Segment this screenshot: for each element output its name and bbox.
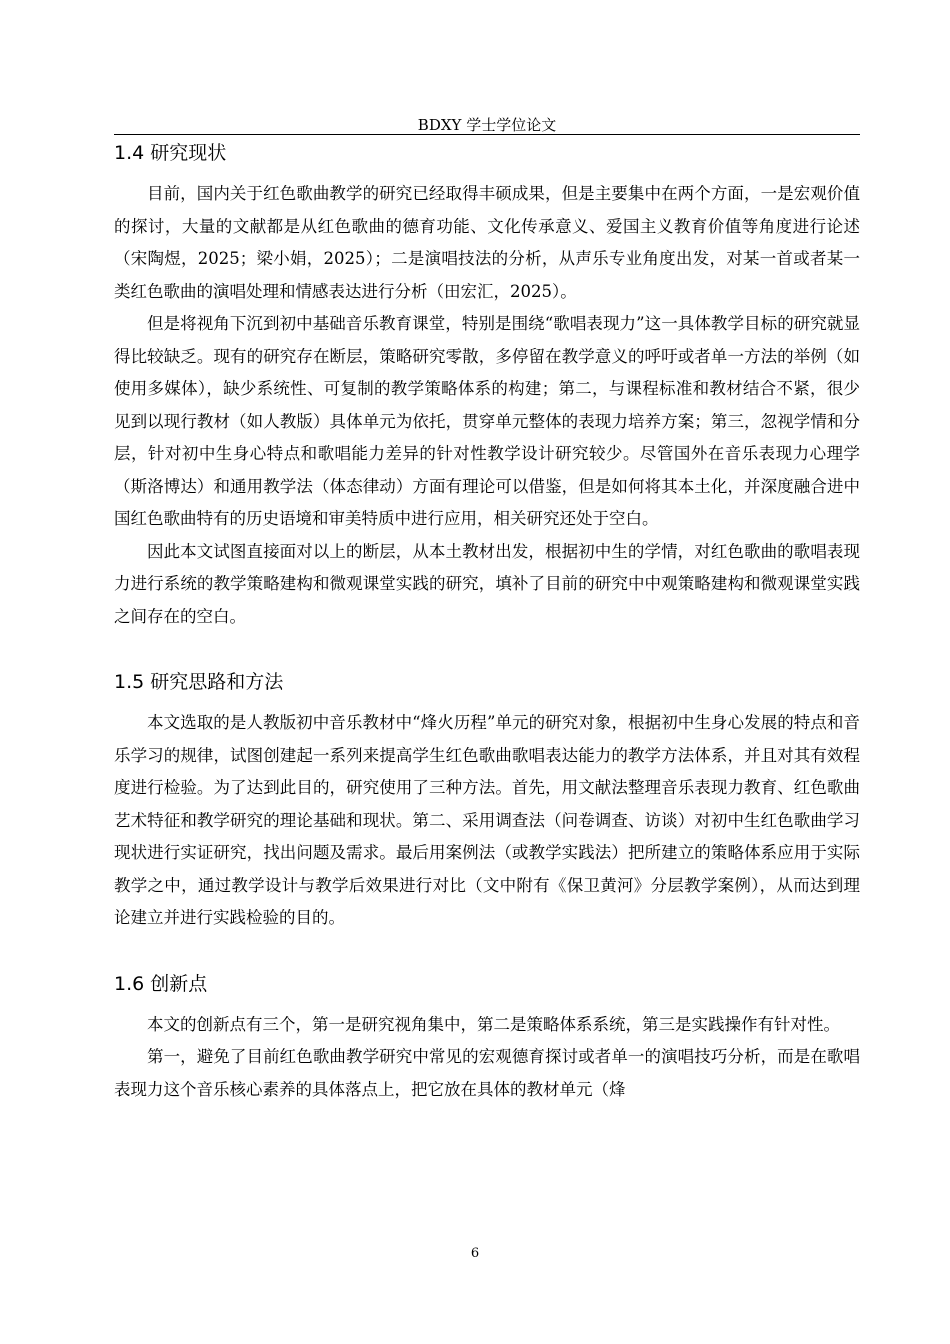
section-1-5 [114, 665, 860, 935]
paragraph: 第一，避免了目前红色歌曲教学研究中常见的宏观德育探讨或者单一的演唱技巧分析，而是在歌唱表现力这个音乐核心素养的具体落点上，把它放在具体的教材单元（烽 [114, 1047, 860, 1099]
section-heading: 1.4 研究现状 [114, 142, 227, 164]
section-heading: 1.6 创新点 [114, 972, 208, 995]
section-heading: 1.5 研究思路和方法 [114, 671, 284, 693]
page-content [114, 136, 860, 1106]
header-rule [114, 134, 860, 135]
running-header: BDXY 学士学位论文 [417, 116, 557, 134]
section-1-4 [114, 136, 860, 633]
paragraph: 目前，国内关于红色歌曲教学的研究已经取得丰硕成果，但是主要集中在两个方面，一是宏观价值的探讨，大量的文献都是从红色歌曲的德育功能、文化传承意义、爱国主义教育价值等角度进行论述（宋陶煜，2025；梁小娟，2025）；二是演唱技法的分析，从声乐专业角度出发，对某一首或者某一类红色歌曲的演唱处理和情感表达进行分析（田宏汇，2025）。 [114, 184, 860, 301]
paragraph: 但是将视角下沉到初中基础音乐教育课堂，特别是围绕“歌唱表现力”这一具体教学目标的研究就显得比较缺乏。现有的研究存在断层，策略研究零散，多停留在教学意义的呼吁或者单一方法的举例（如使用多媒体），缺少系统性、可复制的教学策略体系的构建；第二，与课程标准和教材结合不紧，很少见到以现行教材（如人教版）具体单元为依托，贯穿单元整体的表现力培养方案；第三，忽视学情和分层，针对初中生身心特点和歌唱能力差异的针对性教学设计研究较少。尽管国外在音乐表现力心理学（斯洛博达）和通用教学法（体态律动）方面有理论可以借鉴，但是如何将其本土化，并深度融合进中国红色歌曲特有的历史语境和审美特质中进行应用，相关研究还处于空白。 [114, 314, 860, 528]
paragraph: 本文选取的是人教版初中音乐教材中“烽火历程”单元的研究对象，根据初中生身心发展的特点和音乐学习的规律，试图创建起一系列来提高学生红色歌曲歌唱表达能力的教学方法体系，并且对其有效程度进行检验。为了达到此目的，研究使用了三种方法。首先，用文献法整理音乐表现力教育、红色歌曲艺术特征和教学研究的理论基础和现状。第二、采用调查法（问卷调查、访谈）对初中生红色歌曲学习现状进行实证研究，找出问题及需求。最后用案例法（或教学实践法）把所建立的策略体系应用于实际教学之中，通过教学设计与教学后效果进行对比（文中附有《保卫黄河》分层教学案例），从而达到理论建立并进行实践检验的目的。 [114, 713, 860, 927]
section-1-6 [114, 967, 860, 1107]
paragraph: 因此本文试图直接面对以上的断层，从本土教材出发，根据初中生的学情，对红色歌曲的歌唱表现力进行系统的教学策略建构和微观课堂实践的研究，填补了目前的研究中中观策略建构和微观课堂实践之间存在的空白。 [114, 541, 860, 626]
page-number: 6 [470, 1246, 480, 1261]
paragraph: 本文的创新点有三个，第一是研究视角集中，第二是策略体系系统，第三是实践操作有针对性。 [147, 1014, 840, 1034]
